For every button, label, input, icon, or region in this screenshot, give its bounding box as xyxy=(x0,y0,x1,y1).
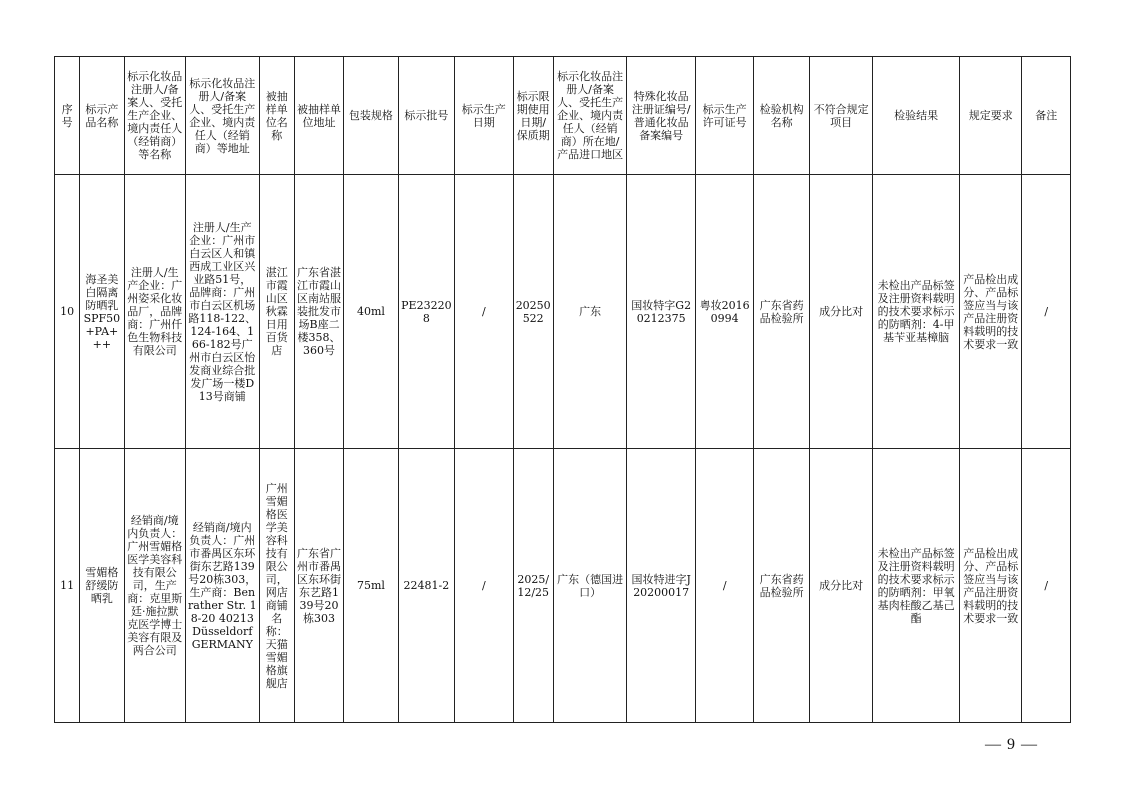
table-cell: 注册人/生产企业：广州姿采化妆品厂，品牌商：广州仟色生物科技有限公司 xyxy=(124,175,185,449)
table-cell: 国妆特字G20212375 xyxy=(627,175,696,449)
header-cell: 标示化妆品注册人/备案人、受托生产企业、境内责任人（经销商）等名称 xyxy=(124,57,185,175)
header-cell: 标示批号 xyxy=(398,57,454,175)
table-cell: 湛江市霞山区秋霖日用百货店 xyxy=(259,175,294,449)
header-cell: 不符合规定项目 xyxy=(809,57,873,175)
table-cell: 产品检出成分、产品标签应当与该产品注册资料载明的技术要求一致 xyxy=(960,449,1022,723)
table-cell: 产品检出成分、产品标签应当与该产品注册资料载明的技术要求一致 xyxy=(960,175,1022,449)
header-cell: 被抽样单位名称 xyxy=(259,57,294,175)
table-cell: 注册人/生产企业：广州市白云区人和镇西成工业区兴业路51号，品牌商：广州市白云区机场路118-122、124-164、166-182号广州市白云区怡发商业综合批发广场一楼D13号商铺 xyxy=(186,175,260,449)
table-cell: 20250522 xyxy=(513,175,553,449)
header-cell: 检验机构名称 xyxy=(754,57,809,175)
table-cell: 广东省药品检验所 xyxy=(754,449,809,723)
header-cell: 序号 xyxy=(55,57,80,175)
table-cell: / xyxy=(455,449,513,723)
table-cell: 广东 xyxy=(553,175,627,449)
header-cell: 标示产品名称 xyxy=(80,57,124,175)
table-cell: 海圣美白隔离防晒乳SPF50+PA+++ xyxy=(80,175,124,449)
table-cell: / xyxy=(1022,449,1071,723)
table-cell: 成分比对 xyxy=(809,449,873,723)
header-cell: 规定要求 xyxy=(960,57,1022,175)
header-cell: 包装规格 xyxy=(344,57,398,175)
sample-inspection-table-container xyxy=(54,56,1071,724)
table-cell: 未检出产品标签及注册资料载明的技术要求标示的防晒剂：甲氧基肉桂酸乙基己酯 xyxy=(873,449,960,723)
table-cell: / xyxy=(695,449,753,723)
table-header-row xyxy=(55,57,1071,175)
header-cell: 标示化妆品注册人/备案人、受托生产企业、境内责任人（经销商）所在地/产品进口地区 xyxy=(553,57,627,175)
table-cell: 10 xyxy=(55,175,80,449)
table-cell: 经销商/境内负责人：广州雪媚格医学美容科技有限公司，生产商：克里斯廷·施拉默克医学博士美容有限及两合公司 xyxy=(124,449,185,723)
table-cell: 40ml xyxy=(344,175,398,449)
table-cell: 广东省湛江市霞山区南站服装批发市场B座二楼358、360号 xyxy=(294,175,343,449)
header-cell: 标示化妆品注册人/备案人、受托生产企业、境内责任人（经销商）等地址 xyxy=(186,57,260,175)
table-cell: 经销商/境内负责人：广州市番禺区东环街东艺路139号20栋303，生产商：Benrather Str. 18-20 40213 Düsseldorf GERMANY xyxy=(186,449,260,723)
header-cell: 备注 xyxy=(1022,57,1071,175)
table-cell: 国妆特进字J20200017 xyxy=(627,449,696,723)
table-cell: 未检出产品标签及注册资料载明的技术要求标示的防晒剂：4-甲基苄亚基樟脑 xyxy=(873,175,960,449)
header-cell: 标示生产日期 xyxy=(455,57,513,175)
table-row xyxy=(55,449,1071,723)
table-cell: / xyxy=(455,175,513,449)
table-cell: 广东省广州市番禺区东环街东艺路139号20栋303 xyxy=(294,449,343,723)
table-cell: 广东省药品检验所 xyxy=(754,175,809,449)
header-cell: 特殊化妆品注册证编号/普通化妆品备案编号 xyxy=(627,57,696,175)
header-cell: 标示限期使用日期/保质期 xyxy=(513,57,553,175)
inspection-results-table xyxy=(54,56,1071,723)
header-cell: 检验结果 xyxy=(873,57,960,175)
table-cell: 广东（德国进口） xyxy=(553,449,627,723)
table-cell: PE232208 xyxy=(398,175,454,449)
table-cell: 广州雪媚格医学美容科技有限公司，网店商铺名称：天猫雪媚格旗舰店 xyxy=(259,449,294,723)
table-cell: 成分比对 xyxy=(809,175,873,449)
table-row xyxy=(55,175,1071,449)
header-cell: 被抽样单位地址 xyxy=(294,57,343,175)
table-cell: 2025/12/25 xyxy=(513,449,553,723)
table-cell: 75ml xyxy=(344,449,398,723)
table-cell: 22481-2 xyxy=(398,449,454,723)
table-cell: / xyxy=(1022,175,1071,449)
table-cell: 11 xyxy=(55,449,80,723)
table-cell: 雪媚格舒缓防晒乳 xyxy=(80,449,124,723)
table-cell: 粤妆20160994 xyxy=(695,175,753,449)
header-cell: 标示生产许可证号 xyxy=(695,57,753,175)
page-number: — 9 — xyxy=(985,736,1038,753)
